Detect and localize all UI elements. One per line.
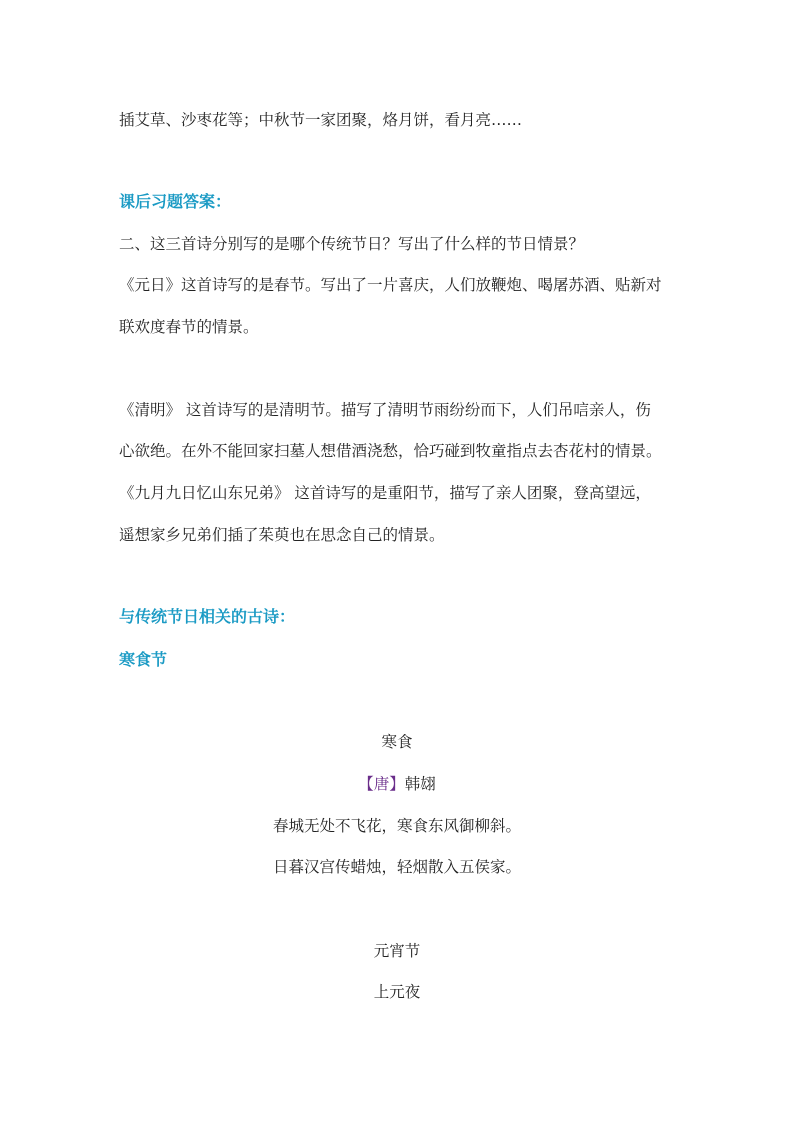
- answers-heading: 课后习题答案：: [119, 192, 232, 211]
- qingming-answer-line-2: 心欲绝。在外不能回家扫墓人想借酒浇愁，恰巧碰到牧童指点去杏花村的情景。: [119, 442, 662, 460]
- poems-section-heading: 与传统节日相关的古诗：: [119, 607, 296, 626]
- poem-dynasty: 【唐】: [358, 775, 405, 793]
- hanshi-festival-heading: 寒食节: [119, 650, 168, 669]
- yuanri-answer-line-2: 联欢度春节的情景。: [119, 318, 259, 336]
- yuanxiao-poem-title: 上元夜: [373, 983, 421, 1001]
- intro-text-line: 插艾草、沙枣花等；中秋节一家团聚，烙月饼，看月亮……: [119, 111, 523, 129]
- question-text: 二、这三首诗分别写的是哪个传统节日？写出了什么样的节日情景？: [119, 235, 585, 253]
- chongyang-answer-line-2: 遥想家乡兄弟们插了茱萸也在思念自己的情景。: [119, 526, 445, 544]
- poem-author: 韩翃: [404, 775, 436, 793]
- poem-line-1: 春城无处不飞花，寒食东风御柳斜。: [272, 817, 521, 835]
- poem-line-2: 日暮汉宫传蜡烛，轻烟散入五侯家。: [272, 858, 521, 876]
- poem-title: 寒食: [381, 733, 413, 751]
- qingming-answer-line-1: 《清明》 这首诗写的是清明节。描写了清明节雨纷纷而下，人们吊唁亲人，伤: [119, 401, 651, 419]
- poem-byline: [0, 774, 794, 794]
- chongyang-answer-line-1: 《九月九日忆山东兄弟》 这首诗写的是重阳节，描写了亲人团聚，登高望远，: [119, 484, 651, 502]
- yuanxiao-festival-label: 元宵节: [373, 942, 421, 960]
- yuanri-answer-line-1: 《元日》这首诗写的是春节。写出了一片喜庆，人们放鞭炮、喝屠苏酒、贴新对: [119, 276, 662, 294]
